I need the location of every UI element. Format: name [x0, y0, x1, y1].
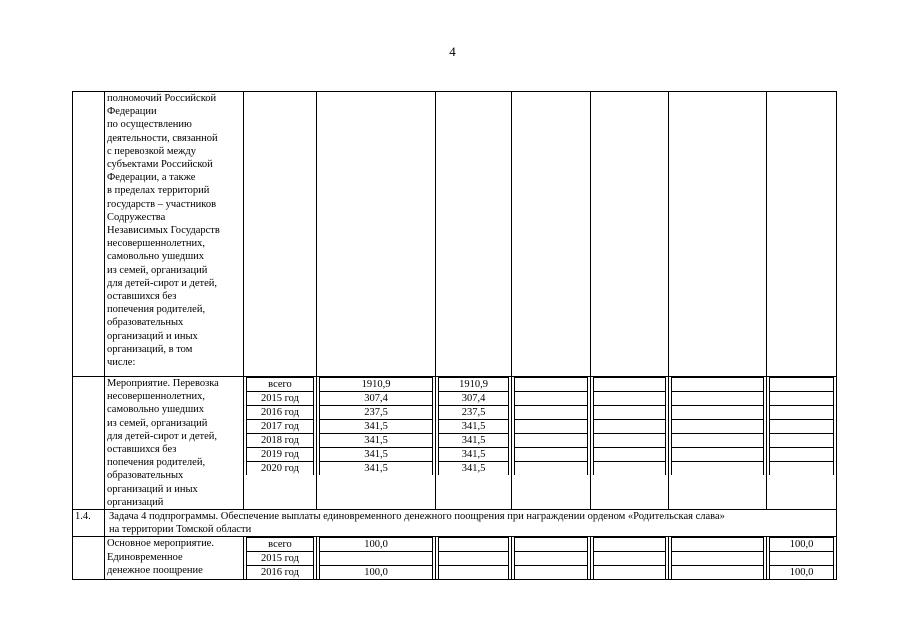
index-cell [73, 92, 105, 377]
value-label: 237,5 [439, 406, 509, 420]
value-label: 341,5 [439, 448, 509, 462]
value-label: 341,5 [320, 420, 433, 434]
value-label [320, 552, 433, 566]
empty-column [512, 377, 591, 510]
value-label: 100,0 [770, 538, 834, 552]
value-label: 341,5 [320, 434, 433, 448]
year-cell [244, 92, 317, 377]
description-cell: Основное мероприятие. Единовременное денежное поощрение [105, 537, 244, 580]
value-label: 307,4 [320, 392, 433, 406]
source-column [436, 377, 512, 510]
source-column [767, 537, 837, 580]
year-column [244, 377, 317, 510]
year-label: 2016 год [247, 406, 314, 420]
table-row [73, 377, 837, 510]
description-cell: полномочий Российской Федерации по осуществлению деятельности, связанной с перевозкой между субъектами Российской Федерации, а также в пределах территорий государств – участников Содружества Независимых Государств несовершеннолетних, самовольно ушедших из семей, организаций для детей-сирот и детей, оставшихся без попечения родителей, образовательных организаций и иных организаций, в том числе: [105, 92, 244, 377]
value-cell [436, 92, 512, 377]
value-label: 100,0 [770, 566, 834, 580]
value-label: 341,5 [320, 448, 433, 462]
value-label: 100,0 [320, 566, 433, 580]
value-label: 341,5 [439, 462, 509, 476]
value-label: 1910,9 [320, 378, 433, 392]
task-row [73, 510, 837, 537]
total-column [317, 537, 436, 580]
empty-column [591, 537, 669, 580]
empty-column [436, 537, 512, 580]
table-row [73, 537, 837, 580]
value-cell [767, 92, 837, 377]
year-label: 2016 год [247, 566, 314, 580]
year-label: 2017 год [247, 420, 314, 434]
description-cell: Мероприятие. Перевозка несовершеннолетних, самовольно ушедших из семей, организаций для детей-сирот и детей, оставшихся без попечения родителей, образовательных организаций и иных организаций [105, 377, 244, 510]
budget-table [72, 91, 837, 580]
value-label: 341,5 [320, 462, 433, 476]
year-label: 2020 год [247, 462, 314, 476]
year-label: 2015 год [247, 392, 314, 406]
value-label: 307,4 [439, 392, 509, 406]
value-label: 341,5 [439, 420, 509, 434]
index-cell [73, 377, 105, 510]
empty-column [512, 537, 591, 580]
value-cell [669, 92, 767, 377]
value-cell [512, 92, 591, 377]
empty-column [669, 537, 767, 580]
value-label: 237,5 [320, 406, 433, 420]
empty-column [669, 377, 767, 510]
value-label: 100,0 [320, 538, 433, 552]
value-label [770, 552, 834, 566]
year-label: 2018 год [247, 434, 314, 448]
year-label: всего [247, 538, 314, 552]
empty-column [767, 377, 837, 510]
year-label: 2019 год [247, 448, 314, 462]
value-cell [317, 92, 436, 377]
year-label: всего [247, 378, 314, 392]
value-label: 341,5 [439, 434, 509, 448]
table-row [73, 92, 837, 377]
value-cell [591, 92, 669, 377]
page-number: 4 [449, 44, 456, 59]
empty-column [591, 377, 669, 510]
task-index: 1.4. [73, 510, 105, 537]
value-label: 1910,9 [439, 378, 509, 392]
index-cell [73, 537, 105, 580]
total-column [317, 377, 436, 510]
year-label: 2015 год [247, 552, 314, 566]
year-column [244, 537, 317, 580]
task-description: Задача 4 подпрограммы. Обеспечение выплаты единовременного денежного поощрения при награждении орденом «Родительская слава» на территории Томской области [105, 510, 837, 537]
